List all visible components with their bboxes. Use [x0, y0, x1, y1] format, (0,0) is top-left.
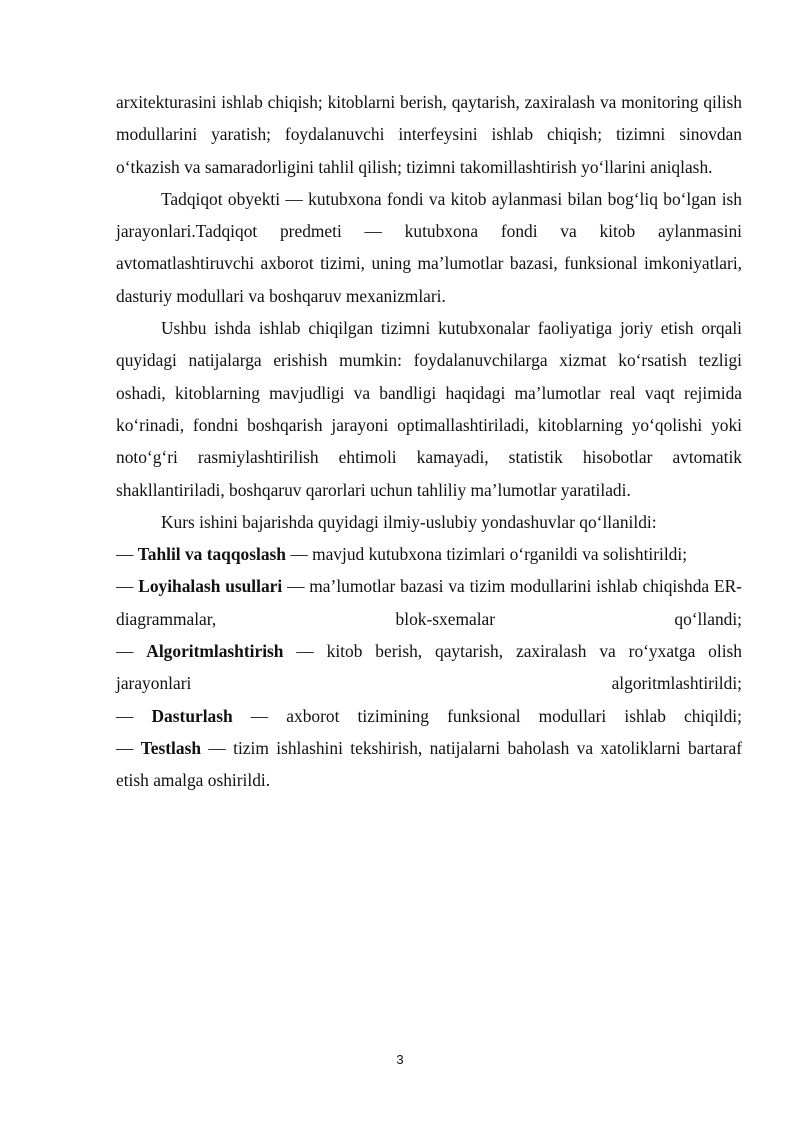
- paragraph-object-subject: Tadqiqot obyekti — kutubxona fondi va kitob aylanmasi bilan bog‘liq bo‘lgan ish jarayonlari.Tadqiqot predmeti — kutubxona fondi va kitob aylanmasini avtomatlashtiruvchi axborot tizimi, uning ma’lumotlar bazasi, funksional imkoniyatlari, dasturiy modullari va boshqaruv mexanizmlari.: [116, 188, 742, 306]
- paragraph-aims-continuation: arxitekturasini ishlab chiqish; kitoblarni berish, qaytarish, zaxiralash va monitoring qilish modullarini yaratish; foydalanuvchi interfeysini ishlab chiqish; tizimni sinovdan o‘tkazish va samaradorligini tahlil qilish; tizimni takomillashtirish yo‘llarini aniqlash.: [116, 92, 742, 177]
- method-dash: —: [116, 737, 134, 758]
- method-description: — kitob berish, qaytarish, zaxiralash va ro‘yxatga olish jarayonlari algoritmlashtirildi;: [116, 641, 742, 694]
- paragraph-results: Ushbu ishda ishlab chiqilgan tizimni kutubxonalar faoliyatiga joriy etish orqali quyidagi natijalarga erishish mumkin: foydalanuvchilarga xizmat ko‘rsatish tezligi oshadi, kitoblarning mavjudligi va bandligi haqidagi ma’lumotlar real vaqt rejimida ko‘rinadi, fondni boshqarish jarayoni optimallashtiriladi, kitoblarning yo‘qolishi yoki noto‘g‘ri rasmiylashtirilish ehtimoli kamayadi, statistik hisobotlar avtomatik shakllantiriladi, boshqaruv qarorlari uchun tahliliy ma’lumotlar yaratiladi.: [116, 318, 742, 500]
- body-text: [116, 86, 742, 797]
- page-number: 3: [396, 1052, 404, 1067]
- method-name: Testlash: [140, 737, 202, 758]
- method-description: — mavjud kutubxona tizimlari o‘rganildi va solishtirildi;: [290, 544, 688, 565]
- method-item-testing: [116, 732, 742, 797]
- method-dash: —: [116, 705, 134, 726]
- method-dash: —: [116, 576, 134, 597]
- method-description: — ma’lumotlar bazasi va tizim modullarini ishlab chiqishda ER-diagrammalar, blok-sxemalar qo‘llandi;: [116, 576, 742, 629]
- method-name: Algoritmlashtirish: [146, 641, 284, 662]
- method-item-design: [116, 570, 742, 635]
- method-name: Loyihalash usullari: [138, 576, 283, 597]
- method-name: Dasturlash: [151, 705, 233, 726]
- paragraph-methods-intro: Kurs ishini bajarishda quyidagi ilmiy-uslubiy yondashuvlar qo‘llanildi:: [161, 511, 657, 532]
- method-item-algorithmization: [116, 635, 742, 700]
- method-dash: —: [116, 641, 134, 662]
- method-dash: —: [116, 544, 134, 565]
- method-description: — tizim ishlashini tekshirish, natijalarni baholash va xatoliklarni bartaraf etish amalga oshirildi.: [116, 737, 742, 791]
- method-description: — axborot tizimining funksional modullari ishlab chiqildi;: [250, 705, 742, 726]
- method-item-analysis: [116, 538, 742, 570]
- method-item-programming: [116, 700, 742, 732]
- method-name: Tahlil va taqqoslash: [137, 544, 286, 565]
